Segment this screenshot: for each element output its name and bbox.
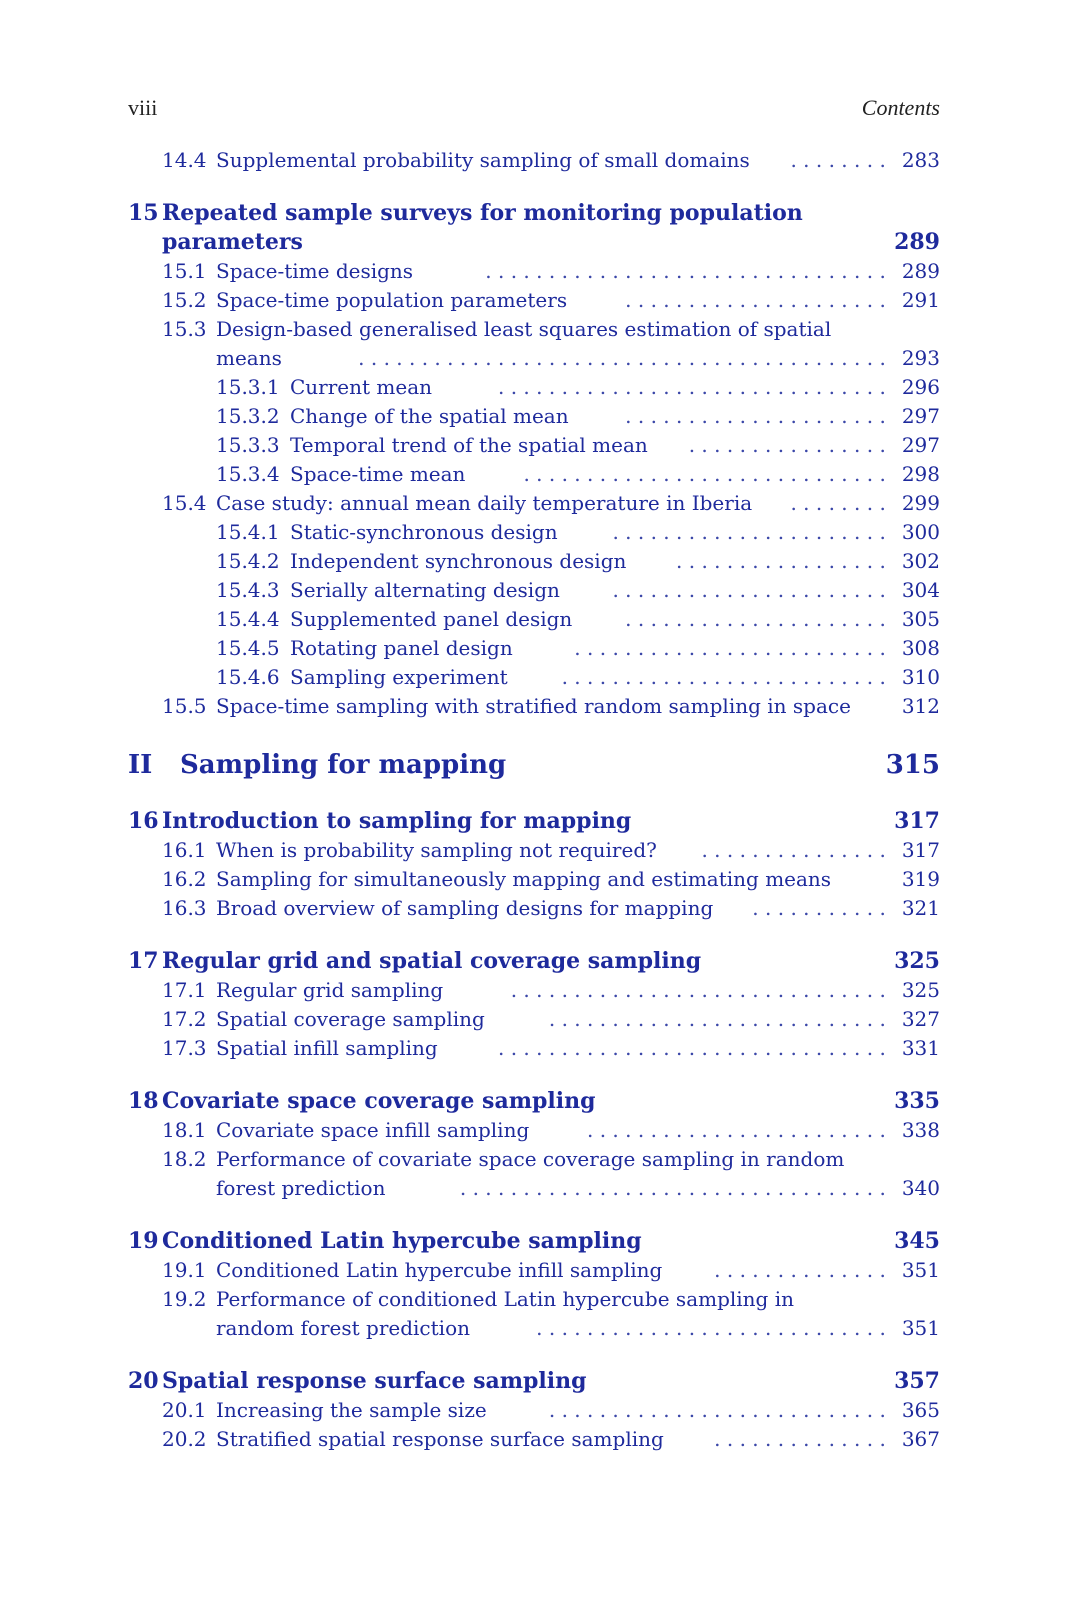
toc-entry-section[interactable] — [128, 1396, 940, 1425]
toc-entry-title: Covariate space coverage sampling — [162, 1088, 596, 1114]
toc-entry-title: Independent synchronous design — [290, 549, 627, 573]
dot-leader: . . . . . . . . . . . . . . . . . . . . . . — [612, 578, 886, 602]
toc-entry-title: Broad overview of sampling designs for mapping — [216, 896, 714, 920]
toc-entry-number: 15.3.4 — [216, 462, 280, 486]
toc-entry-number: 15 — [128, 200, 159, 226]
page-label: viii — [128, 95, 158, 120]
toc-entry-page: 317 — [894, 808, 940, 834]
toc-spacer — [128, 721, 940, 745]
toc-entry-number: 15.3.2 — [216, 404, 280, 428]
toc-entry-chapter[interactable] — [128, 199, 940, 228]
toc-spacer — [128, 175, 940, 199]
toc-entry-number: 16 — [128, 808, 159, 834]
toc-entry-section-cont[interactable] — [128, 1314, 940, 1343]
dot-leader: . . . . . . . . . . . . . . . . . . . . . . . . . — [574, 636, 886, 660]
dot-leader: . . . . . . . . . . . . . . . . — [688, 433, 886, 457]
toc-entry-number: 14.4 — [162, 148, 207, 172]
toc-entry-number: 15.4.5 — [216, 636, 280, 660]
toc-entry-title: Supplemental probability sampling of small domains — [216, 148, 750, 172]
toc-entry-title: Temporal trend of the spatial mean — [290, 433, 648, 457]
toc-entry-page: 365 — [901, 1398, 940, 1422]
toc-entry-number: 19.1 — [162, 1258, 207, 1282]
toc-entry-number: 15.1 — [162, 259, 207, 283]
toc-entry-chapter[interactable] — [128, 947, 940, 976]
toc-entry-title: Sampling experiment — [290, 665, 508, 689]
toc-entry-section[interactable] — [128, 1256, 940, 1285]
toc-entry-title: random forest prediction — [216, 1316, 470, 1340]
toc-entry-title: Case study: annual mean daily temperature in Iberia — [216, 491, 753, 515]
toc-entry-section[interactable] — [128, 1285, 940, 1314]
toc-entry-title: Change of the spatial mean — [290, 404, 569, 428]
dot-leader: . . . . . . . . — [790, 491, 886, 515]
toc-entry-page: 338 — [901, 1118, 940, 1142]
toc-entry-subsection[interactable] — [128, 431, 940, 460]
toc-entry-title: Supplemented panel design — [290, 607, 573, 631]
toc-entry-page: 345 — [894, 1228, 940, 1254]
toc-entry-number: 15.4.4 — [216, 607, 280, 631]
toc-entry-page: 296 — [901, 375, 940, 399]
toc-entry-title: Static-synchronous design — [290, 520, 558, 544]
toc-entry-title: Repeated sample surveys for monitoring population — [162, 200, 803, 226]
toc-entry-number: 20.1 — [162, 1398, 207, 1422]
toc-entry-chapter[interactable] — [128, 1087, 940, 1116]
toc-entry-section[interactable] — [128, 865, 940, 894]
toc-entry-page: 300 — [901, 520, 940, 544]
toc-entry-section[interactable] — [128, 489, 940, 518]
toc-entry-page: 305 — [901, 607, 940, 631]
toc-entry-number: 17.3 — [162, 1036, 207, 1060]
toc-entry-chapter[interactable] — [128, 1227, 940, 1256]
toc-entry-page: 319 — [901, 867, 940, 891]
toc-entry-page: 293 — [901, 346, 940, 370]
toc-entry-number: 18 — [128, 1088, 159, 1114]
toc-entry-section[interactable] — [128, 1034, 940, 1063]
toc-entry-title: Sampling for simultaneously mapping and estimating means — [216, 867, 832, 891]
toc-entry-title: forest prediction — [216, 1176, 386, 1200]
toc-entry-page: 310 — [901, 665, 940, 689]
toc-entry-page: 297 — [901, 404, 940, 428]
toc-entry-page: 325 — [894, 948, 940, 974]
toc-entry-page: 308 — [901, 636, 940, 660]
toc-entry-number: 18.1 — [162, 1118, 207, 1142]
dot-leader: . . . . . . . . . . . . . . . . . . . . . . — [612, 520, 886, 544]
toc-entry-title: Introduction to sampling for mapping — [162, 808, 632, 834]
toc-entry-title: Space-time designs — [216, 259, 414, 283]
toc-entry-subsection[interactable] — [128, 663, 940, 692]
toc-entry-page: 331 — [901, 1036, 940, 1060]
toc-entry-title: Space-time sampling with stratified random sampling in space — [216, 694, 851, 718]
toc-entry-number: 15.3 — [162, 317, 207, 341]
toc-entry-section[interactable] — [128, 1145, 940, 1174]
toc-entry-number: 16.3 — [162, 896, 207, 920]
toc-entry-title: Space-time mean — [290, 462, 466, 486]
toc-entry-page: 289 — [894, 229, 940, 255]
toc-entry-title: Regular grid and spatial coverage sampling — [162, 948, 702, 974]
toc-spacer — [128, 1063, 940, 1087]
toc-entry-section-cont[interactable] — [128, 1174, 940, 1203]
toc-entry-title: Rotating panel design — [290, 636, 513, 660]
toc-entry-number: 17.1 — [162, 978, 207, 1002]
toc-entry-page: 299 — [901, 491, 940, 515]
dot-leader: . . . . . . . . . . . . . . . . . . . . . — [625, 404, 886, 428]
dot-leader: . . . . . . . . . . . . . . . . . . . . . . . . . . . . . . — [510, 978, 886, 1002]
toc-entry-part[interactable] — [128, 745, 940, 785]
toc-entry-number: 16.2 — [162, 867, 207, 891]
toc-entry-title: Performance of conditioned Latin hypercube sampling in — [216, 1287, 794, 1311]
toc-entry-title: Spatial response surface sampling — [162, 1368, 587, 1394]
toc-entry-subsection[interactable] — [128, 634, 940, 663]
toc-entry-number: 18.2 — [162, 1147, 207, 1171]
dot-leader: . . . . . . . . — [790, 148, 886, 172]
toc-entry-chapter[interactable] — [128, 807, 940, 836]
toc-entry-title: Space-time population parameters — [216, 288, 568, 312]
toc-entry-number: 15.4.1 — [216, 520, 280, 544]
toc-entry-number: 20.2 — [162, 1427, 207, 1451]
toc-entry-number: 20 — [128, 1368, 159, 1394]
toc-entry-page: 297 — [901, 433, 940, 457]
toc-entry-number: 15.4.6 — [216, 665, 280, 689]
toc-entry-section[interactable] — [128, 692, 940, 721]
toc-entry-title: When is probability sampling not required? — [216, 838, 657, 862]
dot-leader: . . . . . . . . . . . . . . . . . . . . . . . . . . — [561, 665, 886, 689]
toc-entry-title: Conditioned Latin hypercube infill sampling — [216, 1258, 663, 1282]
toc-entry-title: Covariate space infill sampling — [216, 1118, 530, 1142]
toc-entry-page: 304 — [901, 578, 940, 602]
toc-entry-page: 351 — [901, 1316, 940, 1340]
toc-spacer — [128, 1343, 940, 1367]
running-header — [128, 95, 940, 121]
dot-leader: . . . . . . . . . . . . . . . . . . . . . . . . . . . . . . . . . . — [459, 1176, 886, 1200]
dot-leader: . . . . . . . . . . . . . . — [714, 1258, 886, 1282]
toc-entry-section[interactable] — [128, 836, 940, 865]
toc-entry-section[interactable] — [128, 315, 940, 344]
toc-entry-number: 15.3.3 — [216, 433, 280, 457]
toc-entry-subsection[interactable] — [128, 460, 940, 489]
toc-entry-page: 283 — [901, 148, 940, 172]
toc-entry-number: 15.2 — [162, 288, 207, 312]
dot-leader: . . . . . . . . . . . . . . . . . . . . . . . . . . . . . . . — [498, 375, 886, 399]
toc-entry-number: 15.5 — [162, 694, 207, 718]
toc-entry-title: Spatial infill sampling — [216, 1036, 438, 1060]
toc-entry-title: Regular grid sampling — [216, 978, 444, 1002]
toc-entry-number: 17.2 — [162, 1007, 207, 1031]
toc-entry-chapter-cont[interactable] — [128, 228, 940, 257]
toc-entry-subsection[interactable] — [128, 576, 940, 605]
toc-entry-page: 327 — [901, 1007, 940, 1031]
toc-entry-page: 298 — [901, 462, 940, 486]
dot-leader: . . . . . . . . . . . . . . . . . . . . . . . . . . . . — [536, 1316, 886, 1340]
toc-entry-page: 315 — [885, 750, 940, 780]
toc-entry-title: means — [216, 346, 282, 370]
dot-leader: . . . . . . . . . . . . . . . . . . . . . . . . . . . . . . . — [498, 1036, 886, 1060]
toc-entry-page: 317 — [901, 838, 940, 862]
dot-leader: . . . . . . . . . . . — [752, 896, 886, 920]
toc-entry-number: 17 — [128, 948, 159, 974]
toc-entry-page: 302 — [901, 549, 940, 573]
toc-entry-page: 340 — [901, 1176, 940, 1200]
toc-entry-page: 351 — [901, 1258, 940, 1282]
toc-entry-section[interactable] — [128, 257, 940, 286]
dot-leader: . . . . . . . . . . . . . . . . . . . . . . . . . . . . . . . . . . . . . . . . . . — [358, 346, 886, 370]
dot-leader: . . . . . . . . . . . . . . . . . . . . . . . . . . . . . — [523, 462, 886, 486]
toc-entry-section[interactable] — [128, 976, 940, 1005]
table-of-contents — [128, 146, 940, 1454]
toc-entry-number: 19.2 — [162, 1287, 207, 1311]
toc-entry-title: Conditioned Latin hypercube sampling — [162, 1228, 642, 1254]
toc-entry-section-cont[interactable] — [128, 344, 940, 373]
dot-leader: . . . . . . . . . . . . . . . . . . . . . — [625, 607, 886, 631]
toc-entry-number: 15.4.3 — [216, 578, 280, 602]
toc-entry-section[interactable] — [128, 1116, 940, 1145]
toc-entry-chapter[interactable] — [128, 1367, 940, 1396]
dot-leader: . . . . . . . . . . . . . . . . . — [676, 549, 886, 573]
toc-entry-subsection[interactable] — [128, 547, 940, 576]
dot-leader: . . . . . . . . . . . . . . . . . . . . . — [625, 288, 886, 312]
dot-leader: . . . . . . . . . . . . . . . . . . . . . . . . — [587, 1118, 886, 1142]
toc-entry-section[interactable] — [128, 1005, 940, 1034]
running-title: Contents — [861, 95, 940, 120]
toc-entry-number: 15.3.1 — [216, 375, 280, 399]
toc-entry-page: 335 — [894, 1088, 940, 1114]
toc-entry-number: II — [128, 750, 153, 780]
toc-entry-number: 16.1 — [162, 838, 207, 862]
toc-entry-title: Sampling for mapping — [180, 750, 507, 780]
toc-entry-title: Stratified spatial response surface sampling — [216, 1427, 664, 1451]
toc-entry-subsection[interactable] — [128, 518, 940, 547]
dot-leader: . . . . . . . . . . . . . . . — [701, 838, 886, 862]
dot-leader: . . . . . . . . . . . . . . . . . . . . . . . . . . . — [548, 1398, 886, 1422]
toc-entry-page: 312 — [901, 694, 940, 718]
toc-entry-number: 15.4.2 — [216, 549, 280, 573]
toc-spacer — [128, 923, 940, 947]
toc-spacer — [128, 1203, 940, 1227]
toc-entry-section[interactable] — [128, 146, 940, 175]
toc-entry-title: parameters — [162, 229, 303, 255]
toc-entry-page: 325 — [901, 978, 940, 1002]
toc-entry-section[interactable] — [128, 1425, 940, 1454]
toc-entry-page: 289 — [901, 259, 940, 283]
toc-entry-page: 321 — [901, 896, 940, 920]
toc-entry-subsection[interactable] — [128, 402, 940, 431]
toc-entry-page: 357 — [894, 1368, 940, 1394]
toc-entry-page: 367 — [901, 1427, 940, 1451]
toc-entry-title: Spatial coverage sampling — [216, 1007, 485, 1031]
toc-entry-title: Serially alternating design — [290, 578, 560, 602]
toc-entry-number: 19 — [128, 1228, 159, 1254]
dot-leader: . . . . . . . . . . . . . . . . . . . . . . . . . . . . . . . . — [485, 259, 886, 283]
dot-leader: . . . . . . . . . . . . . . — [714, 1427, 886, 1451]
toc-entry-title: Current mean — [290, 375, 433, 399]
toc-entry-title: Increasing the sample size — [216, 1398, 487, 1422]
toc-entry-number: 15.4 — [162, 491, 207, 515]
toc-entry-section[interactable] — [128, 286, 940, 315]
toc-entry-section[interactable] — [128, 894, 940, 923]
toc-entry-subsection[interactable] — [128, 373, 940, 402]
toc-entry-title: Performance of covariate space coverage sampling in random — [216, 1147, 845, 1171]
toc-entry-title: Design-based generalised least squares estimation of spatial — [216, 317, 832, 341]
toc-entry-subsection[interactable] — [128, 605, 940, 634]
dot-leader: . . . . . . . . . . . . . . . . . . . . . . . . . . . — [548, 1007, 886, 1031]
toc-entry-page: 291 — [901, 288, 940, 312]
toc-spacer — [128, 785, 940, 807]
